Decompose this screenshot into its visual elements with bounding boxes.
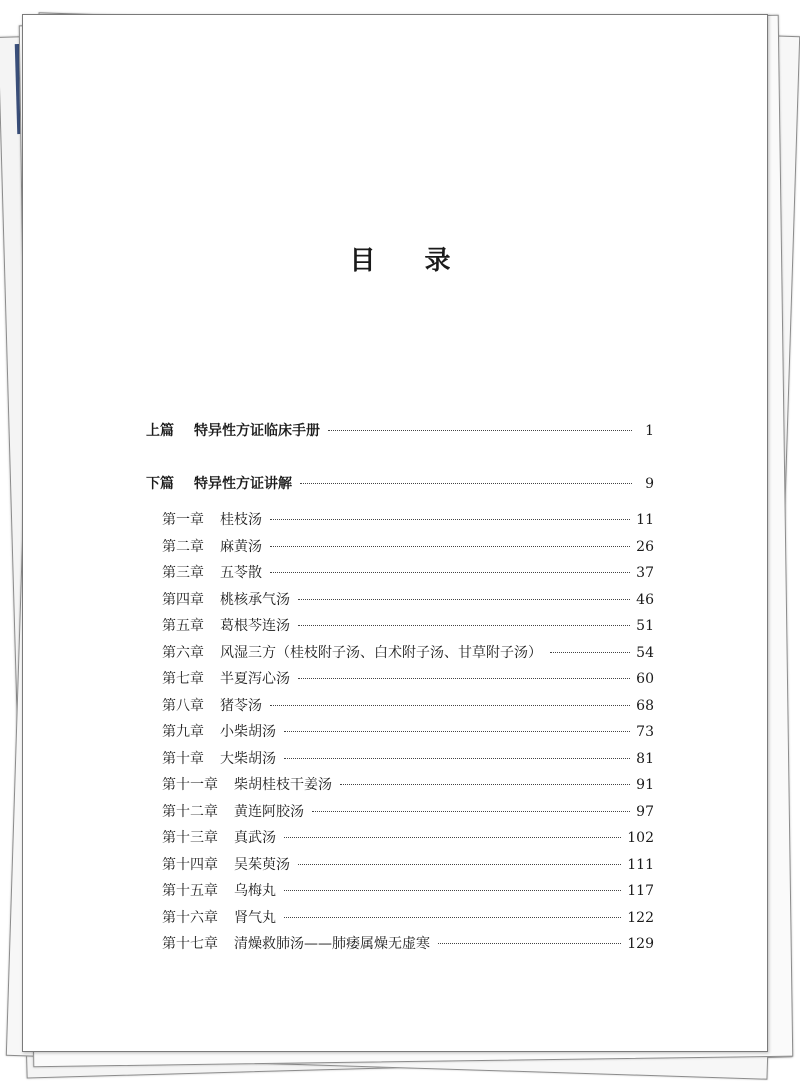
chapter-title: 吴茱萸汤 (234, 856, 290, 873)
dot-leader (284, 917, 621, 918)
dot-leader (438, 943, 621, 944)
dot-leader (312, 811, 630, 812)
toc-chapter-row[interactable] (162, 827, 654, 847)
chapter-title: 黄连阿胶汤 (234, 803, 304, 820)
chapter-title: 五苓散 (220, 565, 262, 581)
chapter-label: 第十章 (162, 750, 204, 767)
toc-chapter-row[interactable] (162, 748, 654, 768)
page-number: 129 (627, 936, 654, 952)
page-number: 37 (636, 565, 654, 581)
toc-chapter-row[interactable] (162, 562, 654, 582)
chapter-label: 第十三章 (162, 830, 218, 846)
chapter-title: 真武汤 (234, 830, 276, 846)
dot-leader (284, 731, 630, 732)
toc-chapter-row[interactable] (162, 801, 654, 821)
dot-leader (550, 652, 630, 653)
page-number: 54 (636, 644, 654, 661)
dot-leader (298, 625, 630, 626)
page-number: 46 (636, 591, 654, 608)
chapter-label: 第六章 (162, 644, 204, 661)
page-number: 1 (645, 423, 654, 439)
chapter-label: 第十四章 (162, 856, 218, 873)
toc-chapter-row[interactable] (162, 907, 654, 927)
dot-leader (298, 678, 630, 679)
toc-chapter-row[interactable] (162, 668, 654, 688)
chapter-label: 第二章 (162, 538, 204, 555)
page-number: 51 (636, 618, 654, 634)
chapter-title: 葛根芩连汤 (220, 618, 290, 634)
toc-chapter-row[interactable] (162, 615, 654, 635)
chapter-title: 桃核承气汤 (220, 591, 290, 608)
toc-chapter-row[interactable] (162, 509, 654, 529)
toc-chapter-row[interactable] (162, 589, 654, 609)
dot-leader (270, 519, 630, 520)
part-label: 上篇 (146, 423, 174, 439)
dot-leader (270, 572, 630, 573)
page-number: 117 (627, 883, 654, 899)
page-number: 97 (636, 803, 654, 820)
page-number: 111 (627, 856, 654, 873)
dot-leader (270, 705, 630, 706)
page-number: 11 (636, 512, 654, 528)
dot-leader (340, 784, 630, 785)
chapter-title: 肾气丸 (234, 909, 276, 926)
page-number: 60 (636, 671, 654, 687)
dot-leader (284, 890, 621, 891)
chapter-title: 小柴胡汤 (220, 724, 276, 740)
chapter-title: 清燥救肺汤——肺痿属燥无虚寒 (234, 936, 430, 952)
toc-part-row[interactable] (146, 473, 654, 493)
toc-chapter-row[interactable] (162, 642, 654, 662)
chapter-label: 第十七章 (162, 936, 218, 952)
dot-leader (298, 599, 630, 600)
dot-leader (284, 758, 630, 759)
dot-leader (284, 837, 621, 838)
toc-part-row[interactable] (146, 420, 654, 440)
chapter-label: 第九章 (162, 724, 204, 740)
chapter-label: 第十二章 (162, 803, 218, 820)
chapter-title: 猪苓汤 (220, 697, 262, 714)
part-label: 下篇 (146, 476, 174, 492)
chapter-label: 第三章 (162, 565, 204, 581)
part-title: 特异性方证临床手册 (194, 423, 320, 439)
chapter-label: 第十五章 (162, 883, 218, 899)
dot-leader (300, 483, 632, 484)
chapter-title: 乌梅丸 (234, 883, 276, 899)
chapter-title: 柴胡桂枝干姜汤 (234, 777, 332, 793)
chapter-title: 麻黄汤 (220, 538, 262, 555)
part-title: 特异性方证讲解 (194, 476, 292, 492)
chapter-label: 第一章 (162, 512, 204, 528)
chapter-title: 桂枝汤 (220, 512, 262, 528)
chapter-label: 第十一章 (162, 777, 218, 793)
page-number: 9 (645, 476, 654, 492)
toc-chapter-row[interactable] (162, 774, 654, 794)
toc-chapter-row[interactable] (162, 721, 654, 741)
toc-chapter-row[interactable] (162, 695, 654, 715)
page-number: 91 (636, 777, 654, 793)
chapter-label: 第七章 (162, 671, 204, 687)
page-number: 122 (627, 909, 654, 926)
chapter-label: 第五章 (162, 618, 204, 634)
chapter-label: 第四章 (162, 591, 204, 608)
dot-leader (328, 430, 632, 431)
toc-chapter-row[interactable] (162, 536, 654, 556)
chapter-title: 大柴胡汤 (220, 750, 276, 767)
page-number: 102 (627, 830, 654, 846)
chapter-label: 第八章 (162, 697, 204, 714)
chapter-title: 风湿三方（桂枝附子汤、白术附子汤、甘草附子汤） (220, 644, 542, 661)
dot-leader (270, 546, 630, 547)
chapter-label: 第十六章 (162, 909, 218, 926)
chapter-title: 半夏泻心汤 (220, 671, 290, 687)
toc-chapter-row[interactable] (162, 854, 654, 874)
page-number: 81 (636, 750, 654, 767)
toc-chapter-row[interactable] (162, 933, 654, 953)
page-number: 68 (636, 697, 654, 714)
page-number: 26 (636, 538, 654, 555)
dot-leader (298, 864, 621, 865)
page-title: 目 录 (349, 246, 471, 276)
toc-chapter-row[interactable] (162, 880, 654, 900)
page-number: 73 (636, 724, 654, 740)
